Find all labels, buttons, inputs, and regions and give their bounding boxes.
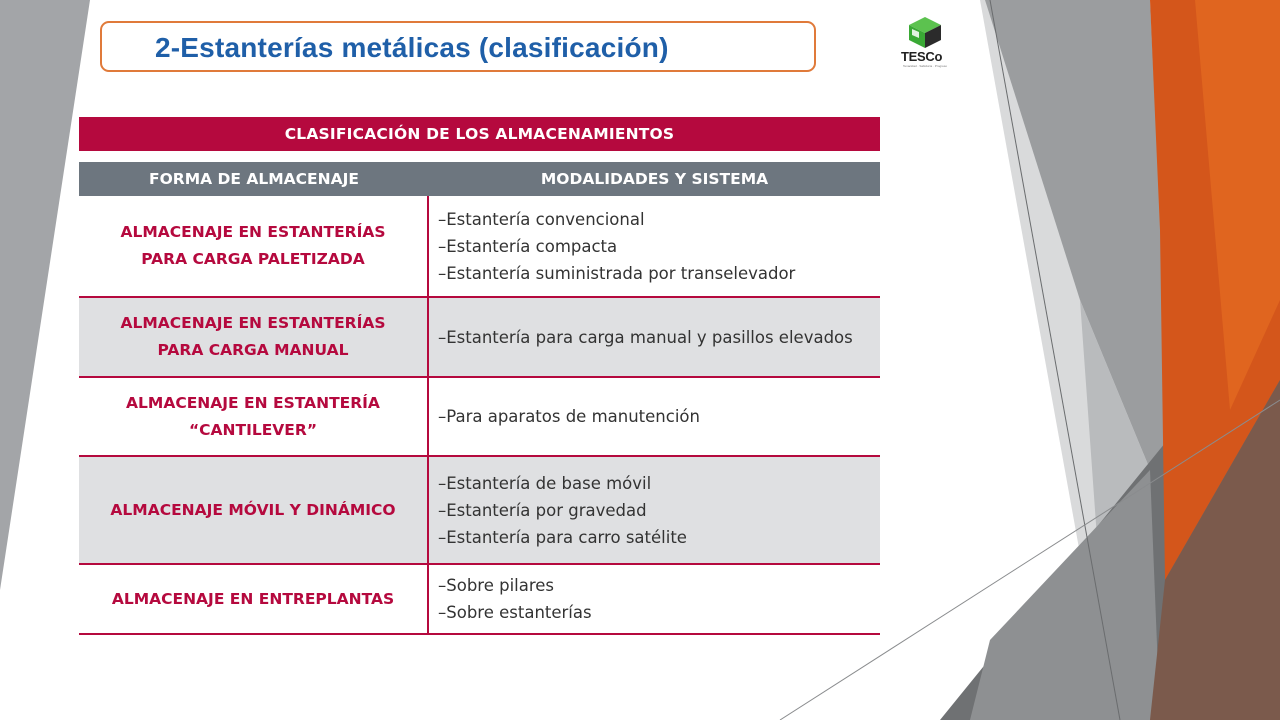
logo-name: TESCo	[901, 49, 943, 64]
left-gray-shape	[0, 0, 90, 590]
modalidad-item: –Sobre pilares	[438, 576, 555, 595]
table-row	[79, 196, 880, 298]
forma-line: ALMACENAJE EN ENTREPLANTAS	[111, 589, 395, 608]
modalidades-cell	[429, 298, 880, 376]
header-forma: FORMA DE ALMACENAJE	[149, 170, 359, 188]
forma-line: PARA CARGA MANUAL	[157, 341, 349, 359]
forma-line: ALMACENAJE MÓVIL Y DINÁMICO	[110, 500, 396, 519]
forma-line: ALMACENAJE EN ESTANTERÍAS	[120, 314, 386, 332]
table-row	[79, 565, 880, 635]
classification-table	[79, 117, 880, 635]
table-title: CLASIFICACIÓN DE LOS ALMACENAMIENTOS	[79, 117, 880, 151]
forma-line: “CANTILEVER”	[188, 420, 318, 439]
forma-line: ALMACENAJE EN ESTANTERÍAS	[120, 223, 386, 241]
modalidad-item: –Estantería por gravedad	[438, 500, 647, 520]
header-modalidades: MODALIDADES Y SISTEMA	[540, 170, 769, 188]
table-row	[79, 298, 880, 378]
modalidades-cell	[429, 565, 880, 633]
modalidad-item: –Estantería suministrada por transelevador	[438, 263, 796, 283]
forma-line: PARA CARGA PALETIZADA	[141, 250, 365, 268]
forma-cell	[79, 457, 429, 563]
forma-cell	[79, 565, 429, 633]
forma-cell	[79, 298, 429, 376]
slide-title: 2-Estanterías metálicas (clasificación)	[155, 32, 669, 63]
modalidad-item: –Sobre estanterías	[438, 603, 592, 622]
table-row	[79, 457, 880, 565]
modalidades-cell	[429, 196, 880, 296]
forma-line: ALMACENAJE EN ESTANTERÍA	[126, 393, 380, 412]
tesco-logo	[897, 16, 955, 68]
forma-cell	[79, 378, 429, 455]
forma-cell	[79, 196, 429, 296]
logo-cube-icon	[907, 16, 943, 48]
modalidad-item: –Estantería para carro satélite	[438, 527, 687, 547]
modalidad-item: –Estantería compacta	[438, 236, 618, 256]
table-header-row	[79, 162, 880, 196]
right-gray-shape-5	[970, 470, 1160, 720]
table-row	[79, 378, 880, 457]
logo-tagline: Tenacidad · Sabiduría · Progreso	[903, 64, 948, 68]
modalidad-item: –Estantería de base móvil	[438, 473, 652, 493]
modalidades-cell	[429, 457, 880, 563]
modalidad-item: –Estantería para carga manual y pasillos elevados	[438, 327, 853, 347]
modalidad-item: –Para aparatos de manutención	[438, 407, 700, 426]
modalidades-cell	[429, 378, 880, 455]
slide-title-box	[100, 21, 816, 72]
modalidad-item: –Estantería convencional	[438, 209, 645, 229]
